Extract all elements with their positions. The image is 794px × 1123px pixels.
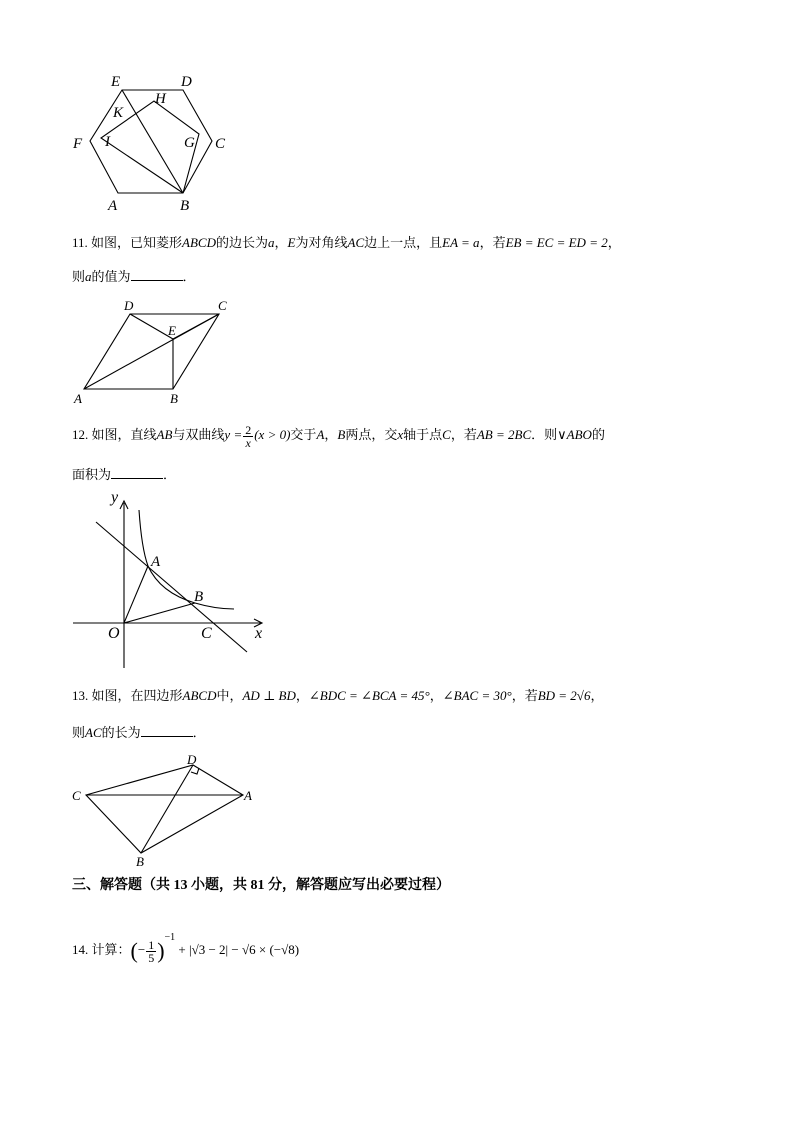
hex-label-D: D (181, 74, 192, 90)
quad-label-B: B (136, 854, 144, 869)
q12-line2 (72, 466, 176, 484)
q14-number: 14. (72, 942, 89, 957)
q13-text: ， (429, 688, 443, 703)
q11-text: 则 (72, 269, 86, 284)
q12-text: 如图，直线 (91, 427, 157, 442)
q12-expr: y = (224, 427, 243, 442)
answer-blank[interactable] (131, 268, 183, 281)
q11-var: ABCD (182, 235, 216, 250)
quad-label-D: D (187, 752, 197, 767)
rhombus-label-E: E (168, 323, 176, 338)
q14-expr: + |√3 − 2| − √6 × (−√8) (178, 942, 300, 957)
answer-blank[interactable] (111, 466, 163, 479)
q13-text: 的长为 (101, 725, 141, 740)
q11-text: ， (274, 235, 288, 250)
q13-text: ． (192, 725, 206, 740)
q12-expr: AB = 2BC (476, 427, 532, 442)
q13-var: ABCD (182, 688, 217, 703)
q12-text: 轴于点 (403, 427, 443, 442)
q12-text: ，若 (450, 427, 477, 442)
hex-label-B: B (180, 198, 190, 214)
hex-label-H: H (155, 91, 166, 107)
q12-var: AB (156, 427, 173, 442)
q12-text: ． (163, 467, 177, 482)
rhombus-label-C: C (218, 298, 227, 313)
q12-text: 交于 (290, 427, 317, 442)
graph-label-x: x (255, 625, 263, 642)
q11-number: 11. (72, 235, 88, 250)
q12-text: ， (324, 427, 338, 442)
graph-figure (73, 501, 262, 668)
q13-text: 则 (72, 725, 86, 740)
q12-expr: (x > 0) (254, 427, 291, 442)
q14-line: 14. 计算：(− $\frac{1}{5}$ )$^{-1}$ + |√3 − 2| − √6 × (−√8) (72, 932, 300, 965)
q11-text: ， (607, 235, 621, 250)
q12-number: 12. (72, 427, 89, 442)
q13-expr: AD ⊥ BD (242, 688, 296, 703)
q12-text: 的 (591, 427, 605, 442)
q12-var: A (316, 427, 325, 442)
hex-label-G: G (184, 135, 195, 151)
q11-line1 (72, 234, 621, 252)
q11-expr: EA = a (442, 235, 480, 250)
graph-label-A: A (151, 554, 161, 570)
fraction-denominator: 5 (148, 950, 155, 965)
q13-var: AC (85, 725, 102, 740)
q11-line2 (72, 268, 196, 286)
hex-label-K: K (113, 105, 124, 121)
fraction-denominator: x (245, 435, 251, 450)
hex-label-C: C (215, 136, 226, 152)
q11-var: a (85, 269, 92, 284)
q13-text: ， (295, 688, 309, 703)
hex-label-E: E (111, 74, 121, 90)
q13-text: 中， (216, 688, 243, 703)
q11-text: 如图，已知菱形 (91, 235, 183, 250)
q12-text: 两点，交 (345, 427, 398, 442)
q13-expr: BD = 2√6 (537, 688, 591, 703)
q11-var: a (268, 235, 275, 250)
rhombus-label-A: A (74, 391, 82, 406)
section-heading: 三、解答题（共 13 小题，共 81 分，解答题应写出必要过程） (72, 878, 450, 893)
q13-line2 (72, 724, 206, 742)
graph-label-y: y (111, 489, 119, 506)
q13-text: ，若 (511, 688, 538, 703)
q14-fraction (146, 939, 156, 964)
hex-label-F: F (73, 136, 83, 152)
graph-label-O: O (108, 625, 120, 642)
paren-open: ( (130, 938, 138, 964)
q11-text: ，若 (479, 235, 506, 250)
q13-expr: ∠BDC = ∠BCA = 45° (308, 688, 430, 703)
q14-label: 计算： (91, 942, 131, 957)
paren-close: ) (157, 938, 165, 964)
rhombus-figure (84, 314, 219, 389)
quad-label-A: A (244, 788, 252, 803)
hex-label-A: A (108, 198, 118, 214)
q12-var: C (442, 427, 451, 442)
q12-line1 (72, 422, 605, 449)
q12-fraction (243, 424, 253, 449)
q12-text: ．则 (531, 427, 558, 442)
quad-figure (86, 765, 243, 853)
q11-text: ． (182, 269, 196, 284)
fraction-numerator: 1 (148, 937, 155, 952)
q11-expr: EB = EC = ED = 2 (505, 235, 608, 250)
q12-var: B (337, 427, 346, 442)
q11-var: E (287, 235, 296, 250)
q12-text: 与双曲线 (172, 427, 225, 442)
q13-expr: ∠BAC = 30° (442, 688, 512, 703)
q12-expr: ∨ABO (557, 427, 592, 442)
rhombus-label-B: B (170, 391, 178, 406)
q11-text: 的边长为 (216, 235, 269, 250)
answer-blank[interactable] (141, 724, 193, 737)
q12-var: x (397, 427, 404, 442)
q13-text: 如图，在四边形 (91, 688, 183, 703)
rhombus-label-D: D (124, 298, 134, 313)
q13-text: ， (590, 688, 604, 703)
graph-label-C: C (201, 625, 212, 642)
q13-line1 (72, 687, 603, 705)
q12-text: 面积为 (72, 467, 112, 482)
q11-text: 为对角线 (295, 235, 348, 250)
graph-label-B: B (194, 589, 204, 605)
q11-text: 边上一点，且 (364, 235, 443, 250)
hex-label-I: I (105, 134, 110, 150)
quad-label-C: C (72, 788, 81, 803)
exponent: −1 (164, 932, 176, 943)
q11-text: 的值为 (91, 269, 131, 284)
q13-number: 13. (72, 688, 89, 703)
q11-var: AC (347, 235, 365, 250)
fraction-numerator: 2 (245, 422, 252, 437)
